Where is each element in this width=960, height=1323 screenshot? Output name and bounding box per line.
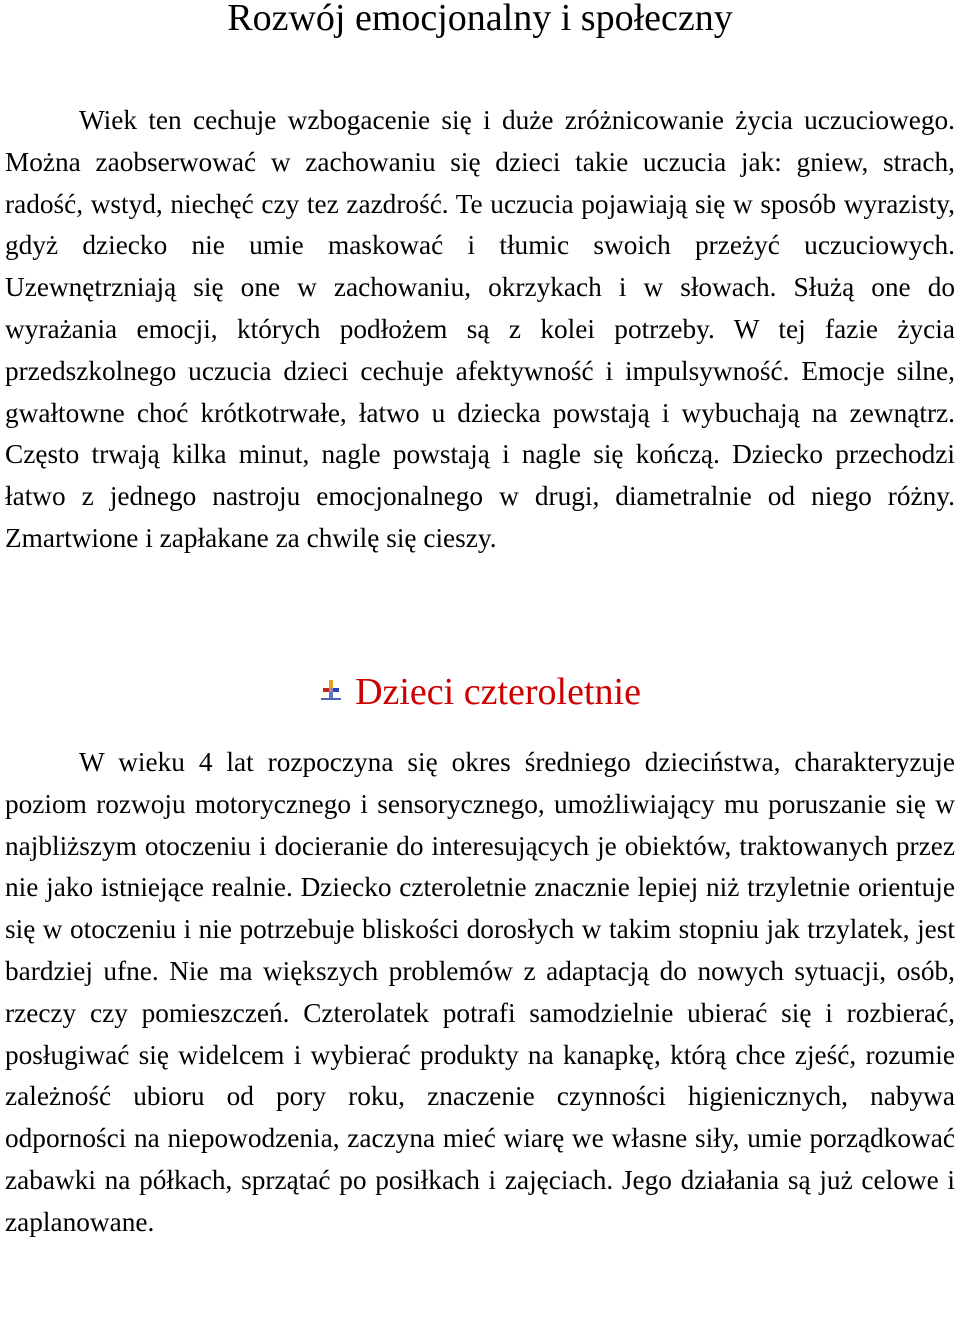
paragraph-four-year-olds: W wieku 4 lat rozpoczyna się okres średniego dzieciństwa, charakteryzuje poziom rozwoju motorycznego i sensorycznego, umożliwiający mu poruszanie się w najbliższym otoczeniu i docieranie do interesujących je obiektów, traktowanych przez nie jako istniejące realnie. Dziecko czteroletnie znacznie lepiej niż trzyletnie orientuje się w otoczeniu i nie potrzebuje bliskości dorosłych w takim stopniu jak trzylatek, jest bardziej ufne. Nie ma większych problemów z adaptacją do nowych sytuacji, osób, rzeczy czy pomieszczeń. Czterolatek potrafi samodzielnie ubierać się i rozbierać, posługiwać się widelcem i wybierać produkty na kanapkę, którą chce zjeść, rozumie zależność ubioru od pory roku, znaczenie czynności higienicznych, nabywa odporności na niepowodzenia, zaczyna mieć wiarę we własne siły, umie porządkować zabawki na półkach, sprzątać po posiłkach i zajęciach. Jego działania są już celowe i zaplanowane.: [5, 747, 955, 1237]
paragraph-emotional-development: Wiek ten cechuje wzbogacenie się i duże zróżnicowanie życia uczuciowego. Można zaobserwować w zachowaniu się dzieci takie uczucia jak: gniew, strach, radość, wstyd, niechęć czy tez zazdrość. Te uczucia pojawiają się w sposób wyrazisty, gdyż dziecko nie umie maskować i tłumic swoich przeżyć uczuciowych. Uzewnętrzniają się one w zachowaniu, okrzykach i w słowach. Służą one do wyrażania emocji, których podłożem są z kolei potrzeby. W tej fazie życia przedszkolnego uczucia dzieci cechuje afektywność i impulsywność. Emocje silne, gwałtowne choć krótkotrwałe, łatwo u dziecka powstają i wybuchają na zewnątrz. Często trwają kilka minut, nagle powstają i nagle się kończą. Dziecko przechodzi łatwo z jednego nastroju emocjonalnego w drugi, diametralnie od niego różny. Zmartwione i zapłakane za chwilę się cieszy.: [5, 105, 955, 553]
section-heading: [0, 664, 960, 718]
bullet-icon: [319, 664, 343, 688]
section-heading-text: Dzieci czteroletnie: [355, 671, 641, 713]
page-title: Rozwój emocjonalny i społeczny: [227, 0, 733, 39]
bullet-icon-svg: [319, 678, 343, 702]
